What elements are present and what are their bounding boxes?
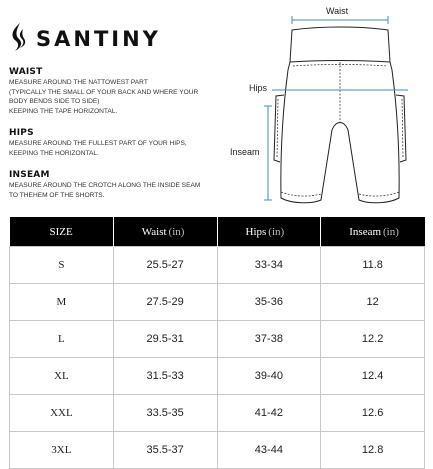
size-cell: S bbox=[10, 247, 114, 284]
waist-guide-title: WAIST bbox=[9, 67, 43, 77]
header-hips-label: Hips bbox=[245, 225, 267, 238]
inseam-cell: 11.8 bbox=[321, 247, 425, 284]
waist-label: Waist bbox=[326, 6, 349, 16]
waist-cell: 29.5-31 bbox=[113, 321, 217, 358]
size-cell: M bbox=[10, 284, 114, 321]
size-cell: XXL bbox=[10, 395, 114, 432]
garment-figure bbox=[230, 0, 433, 220]
inseam-cell: 12 bbox=[321, 284, 425, 321]
header-size bbox=[10, 217, 114, 247]
inseam-guide-text: MEASURE AROUND THE CROTCH ALONG THE INSIDE SEAM TO THEHEM OF THE SHORTS. bbox=[9, 182, 201, 199]
inseam-guide-title: INSEAM bbox=[9, 170, 50, 180]
waist-cell: 25.5-27 bbox=[113, 247, 217, 284]
inseam-cell: 12.8 bbox=[321, 432, 425, 469]
waist-cell: 31.5-33 bbox=[113, 358, 217, 395]
table-row bbox=[10, 358, 425, 395]
header-hips-unit: (in) bbox=[268, 225, 285, 238]
table-row bbox=[10, 395, 425, 432]
header-waist bbox=[113, 217, 217, 247]
waist-cell: 35.5-37 bbox=[113, 432, 217, 469]
brand bbox=[8, 22, 161, 56]
size-cell: L bbox=[10, 321, 114, 358]
hips-guide bbox=[9, 128, 229, 158]
hips-guide-text: MEASURE AROUND THE FULLEST PART OF YOUR HIPS, KEEPING THE HORIZONTAL. bbox=[9, 140, 187, 157]
size-cell: 3XL bbox=[10, 432, 114, 469]
header-inseam-unit: (in) bbox=[383, 225, 399, 238]
waist-cell: 27.5-29 bbox=[113, 284, 217, 321]
table-row bbox=[10, 247, 425, 284]
size-chart-header-row bbox=[10, 217, 425, 247]
table-row bbox=[10, 284, 425, 321]
table-row bbox=[10, 321, 425, 358]
waist-guide-text: MEASURE AROUND THE NATTOWEST PART (TYPICALLY THE SMALL OF YOUR BACK AND WHERE YOUR BODY BENDS SIDE TO SIDE) KEEPING THE TAPE HORIZONTAL. bbox=[9, 79, 199, 115]
waist-cell: 33.5-35 bbox=[113, 395, 217, 432]
bike-shorts-outline-icon bbox=[240, 0, 433, 220]
hips-guide-title: HIPS bbox=[9, 128, 34, 138]
header-inseam-label: Inseam bbox=[349, 225, 382, 238]
hips-cell: 37-38 bbox=[217, 321, 321, 358]
inseam-cell: 12.2 bbox=[321, 321, 425, 358]
hips-cell: 41-42 bbox=[217, 395, 321, 432]
hips-label: Hips bbox=[249, 83, 268, 93]
hips-cell: 33-34 bbox=[217, 247, 321, 284]
header-waist-label: Waist bbox=[141, 225, 167, 238]
hips-cell: 39-40 bbox=[217, 358, 321, 395]
brand-name: SANTINY bbox=[36, 27, 161, 51]
table-row bbox=[10, 432, 425, 469]
header-size-label: SIZE bbox=[49, 225, 73, 238]
hips-cell: 43-44 bbox=[217, 432, 321, 469]
flame-s-logo-icon bbox=[8, 22, 28, 56]
inseam-cell: 12.6 bbox=[321, 395, 425, 432]
size-cell: XL bbox=[10, 358, 114, 395]
waist-guide bbox=[9, 67, 229, 116]
hips-cell: 35-36 bbox=[217, 284, 321, 321]
inseam-cell: 12.4 bbox=[321, 358, 425, 395]
inseam-guide bbox=[9, 170, 229, 200]
header-hips bbox=[217, 217, 321, 247]
size-chart-table bbox=[9, 217, 425, 469]
header-inseam bbox=[321, 217, 425, 247]
header-waist-unit: (in) bbox=[168, 225, 185, 238]
inseam-label: Inseam bbox=[230, 147, 260, 157]
